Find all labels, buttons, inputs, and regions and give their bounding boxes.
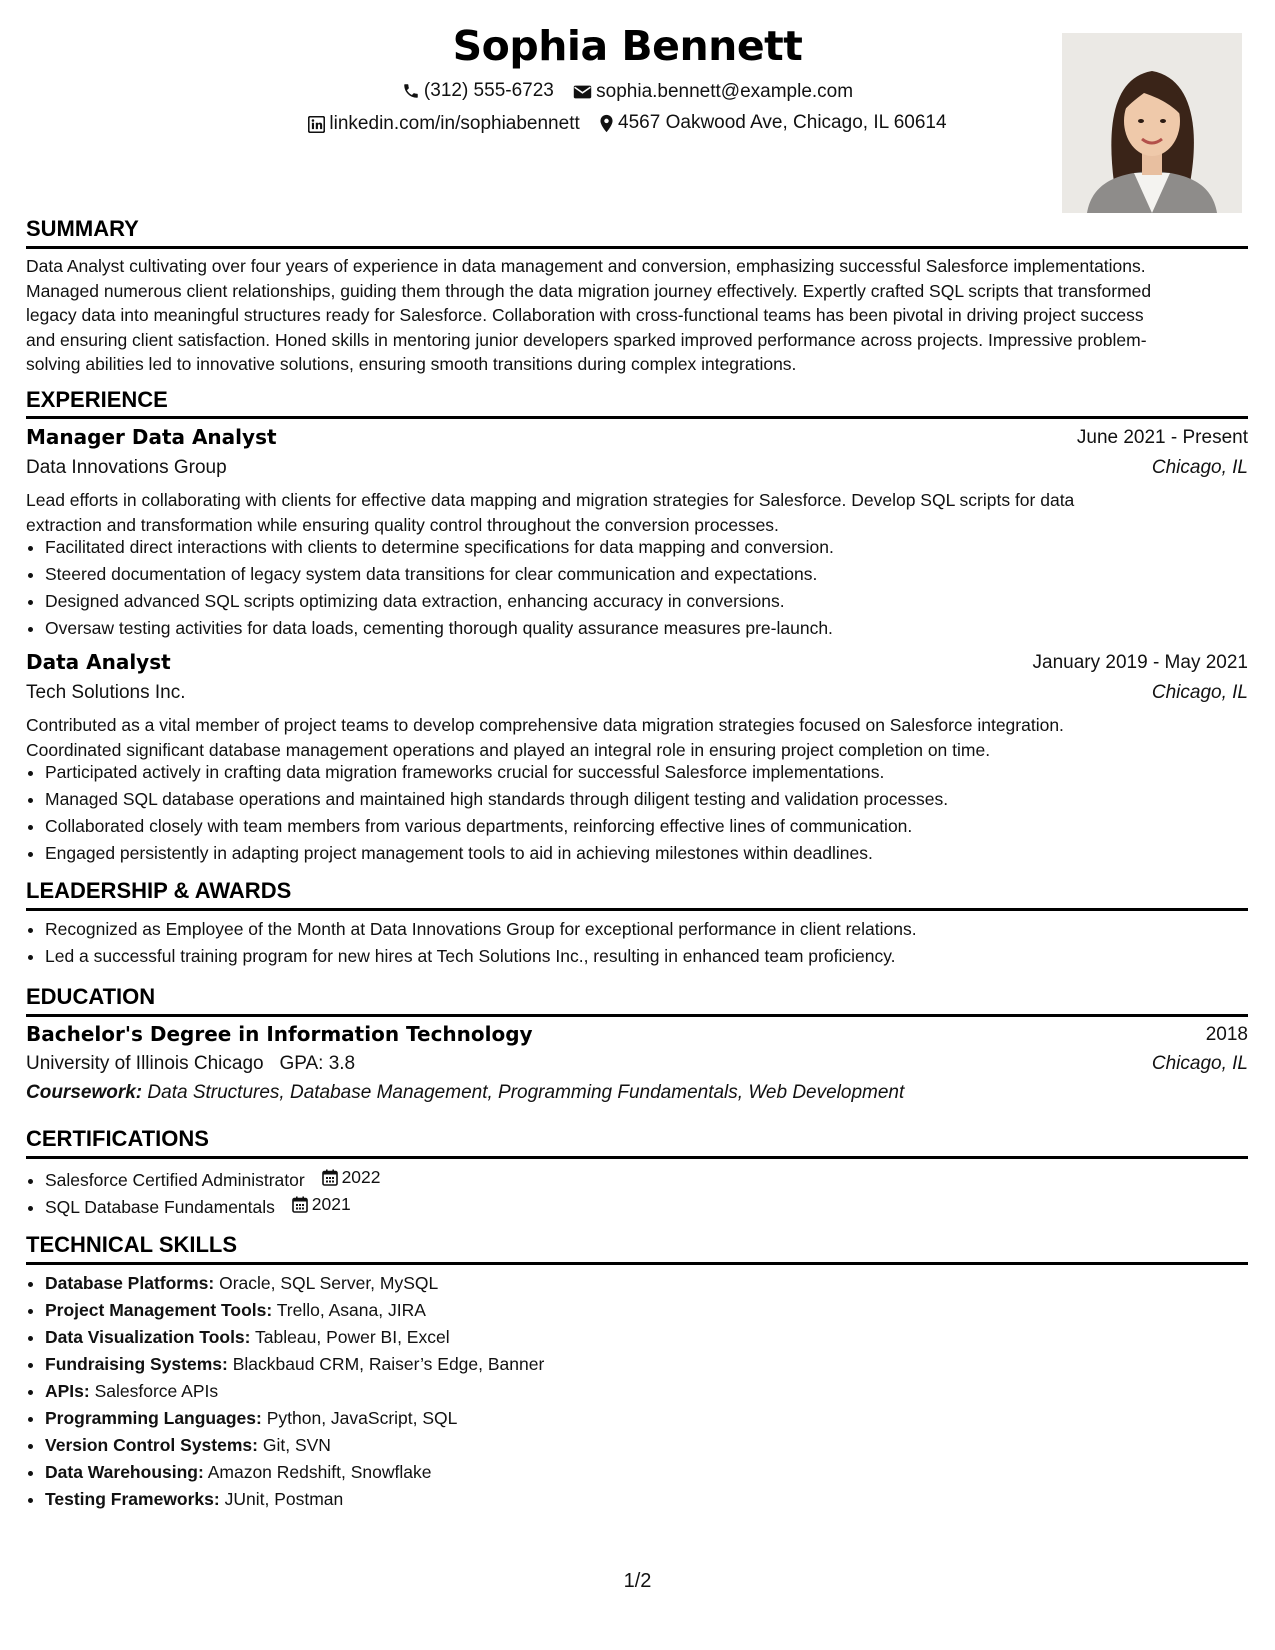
section-divider	[26, 246, 1248, 249]
skill-value: Salesforce APIs	[94, 1381, 219, 1401]
description-line: extraction and transformation while ensuring quality control throughout the conversion processes.	[26, 514, 779, 535]
skill-item	[45, 1297, 1267, 1324]
school-name: University of Illinois Chicago	[26, 1053, 264, 1074]
list-item: • Designed advanced SQL scripts optimizing data extraction, enhancing accuracy in conversions.	[45, 588, 1267, 615]
skill-item	[45, 1324, 1267, 1351]
skill-label: Programming Languages:	[45, 1408, 262, 1428]
skills-heading: TECHNICAL SKILLS	[26, 1232, 238, 1257]
section-divider	[26, 1014, 1248, 1017]
job-location: Chicago, IL	[1151, 457, 1248, 478]
summary-line: solving abilities led to innovative solutions, ensuring smooth transitions during complex integrations.	[26, 354, 797, 374]
calendar-icon	[322, 1169, 338, 1186]
envelope-icon	[573, 84, 592, 100]
job-location: Chicago, IL	[1151, 682, 1248, 703]
job-title: Data Analyst	[26, 650, 171, 674]
list-item: • Recognized as Employee of the Month at Data Innovations Group for exceptional performance in client relations.	[45, 916, 1267, 943]
certifications-list	[26, 1164, 1267, 1218]
job-description	[26, 713, 1248, 762]
skill-label: Fundraising Systems:	[45, 1354, 228, 1374]
skill-value: Blackbaud CRM, Raiser’s Edge, Banner	[232, 1354, 545, 1374]
coursework-text: Data Structures, Database Management, Programming Fundamentals, Web Development	[147, 1082, 905, 1103]
leadership-list	[26, 916, 1267, 970]
school-line	[26, 1053, 355, 1075]
summary-line: Managed numerous client relationships, guiding them through the data migration journey effectively. Expertly crafted SQL scripts that transformed	[26, 280, 1152, 301]
list-item: • Facilitated direct interactions with clients to determine specifications for data mapping and conversion.	[45, 534, 1267, 561]
section-divider	[26, 908, 1248, 911]
cert-date	[292, 1191, 351, 1218]
summary-line: and ensuring client satisfaction. Honed skills in mentoring junior developers sparked improved performance across projects. Impressive problem-	[26, 329, 1147, 350]
degree-title: Bachelor's Degree in Information Technology	[26, 1022, 533, 1046]
skill-label: Project Management Tools:	[45, 1300, 273, 1320]
list-item: • Participated actively in crafting data migration frameworks crucial for successful Salesforce implementations.	[45, 759, 1267, 786]
linkedin-item[interactable]	[308, 113, 579, 135]
description-line: Lead efforts in collaborating with clients for effective data mapping and migration strategies for Salesforce. Develop SQL scripts for data	[26, 490, 1075, 510]
summary-text	[26, 254, 1248, 377]
address-item	[599, 112, 947, 134]
cert-date	[322, 1164, 381, 1191]
section-divider	[26, 416, 1248, 419]
skill-label: Data Warehousing:	[45, 1462, 204, 1482]
skill-value: Tableau, Power BI, Excel	[255, 1327, 450, 1347]
experience-heading: EXPERIENCE	[26, 387, 168, 412]
list-item: • Collaborated closely with team members from various departments, reinforcing effective lines of communication.	[45, 813, 1267, 840]
description-line: Contributed as a vital member of project teams to develop comprehensive data migration strategies focused on Salesforce integration.	[26, 715, 1064, 735]
address-text: 4567 Oakwood Ave, Chicago, IL 60614	[618, 112, 947, 133]
school-location: Chicago, IL	[1151, 1053, 1248, 1074]
email-item[interactable]	[573, 81, 853, 103]
company-name: Tech Solutions Inc.	[26, 682, 186, 703]
job-description	[26, 488, 1248, 537]
skill-item	[45, 1432, 1267, 1459]
list-item	[45, 1191, 1267, 1218]
phone-icon	[402, 82, 420, 100]
list-item: • Steered documentation of legacy system data transitions for clear communication and expectations.	[45, 561, 1267, 588]
job-dates: June 2021 - Present	[1076, 427, 1248, 448]
job-bullets	[26, 534, 1267, 642]
description-line: Coordinated significant database management operations and played an integral role in ensuring project completion on time.	[26, 739, 991, 760]
summary-line: legacy data into meaningful structures ready for Salesforce. Collaboration with cross-functional teams has been pivotal in driving project success	[26, 305, 1144, 325]
certifications-heading: CERTIFICATIONS	[26, 1126, 209, 1151]
skill-item	[45, 1351, 1267, 1378]
cert-year: 2021	[311, 1194, 351, 1214]
skill-value: Oracle, SQL Server, MySQL	[219, 1273, 439, 1293]
summary-line: Data Analyst cultivating over four years of experience in data management and conversion, emphasizing successful Salesforce implementations.	[26, 256, 1146, 276]
summary-heading: SUMMARY	[26, 216, 139, 241]
cert-year: 2022	[341, 1167, 381, 1187]
profile-photo	[1062, 33, 1242, 213]
list-item	[45, 1164, 1267, 1191]
skill-label: Testing Frameworks:	[45, 1489, 220, 1509]
skill-label: APIs:	[45, 1381, 90, 1401]
phone-text: (312) 555-6723	[423, 80, 554, 101]
email-text: sophia.bennett@example.com	[596, 81, 854, 102]
skill-item	[45, 1486, 1267, 1513]
skill-item	[45, 1405, 1267, 1432]
coursework-line	[26, 1082, 904, 1104]
candidate-name: Sophia Bennett	[452, 22, 803, 70]
company-name: Data Innovations Group	[26, 457, 227, 478]
list-item: • Engaged persistently in adapting project management tools to aid in achieving milestones within deadlines.	[45, 840, 1267, 867]
coursework-label: Coursework:	[26, 1082, 143, 1103]
leadership-heading: LEADERSHIP & AWARDS	[26, 878, 292, 903]
linkedin-icon	[308, 116, 325, 133]
skill-item	[45, 1378, 1267, 1405]
skill-label: Data Visualization Tools:	[45, 1327, 251, 1347]
skill-value: JUnit, Postman	[224, 1489, 344, 1509]
skill-label: Version Control Systems:	[45, 1435, 258, 1455]
job-dates: January 2019 - May 2021	[1032, 652, 1248, 673]
cert-name: Salesforce Certified Administrator	[45, 1170, 305, 1190]
gpa-text: GPA: 3.8	[279, 1053, 356, 1074]
skill-item	[45, 1270, 1267, 1297]
skill-value: Amazon Redshift, Snowflake	[207, 1462, 432, 1482]
skills-list	[26, 1270, 1267, 1513]
list-item: • Led a successful training program for new hires at Tech Solutions Inc., resulting in enhanced team proficiency.	[45, 943, 1267, 970]
skill-item	[45, 1459, 1267, 1486]
list-item: • Managed SQL database operations and maintained high standards through diligent testing and validation processes.	[45, 786, 1267, 813]
graduation-year: 2018	[1205, 1024, 1248, 1045]
section-divider	[26, 1262, 1248, 1265]
page-number: 1/2	[623, 1570, 652, 1592]
education-heading: EDUCATION	[26, 984, 156, 1009]
phone-item	[402, 80, 554, 102]
skill-value: Python, JavaScript, SQL	[266, 1408, 458, 1428]
cert-name: SQL Database Fundamentals	[45, 1197, 275, 1217]
job-bullets	[26, 759, 1267, 867]
map-pin-icon	[599, 114, 614, 133]
portrait-image	[1062, 33, 1242, 213]
skill-label: Database Platforms:	[45, 1273, 215, 1293]
linkedin-text: linkedin.com/in/sophiabennett	[329, 113, 580, 134]
job-title: Manager Data Analyst	[26, 425, 277, 449]
skill-value: Git, SVN	[262, 1435, 331, 1455]
skill-value: Trello, Asana, JIRA	[276, 1300, 426, 1320]
list-item: • Oversaw testing activities for data loads, cementing thorough quality assurance measures pre-launch.	[45, 615, 1267, 642]
calendar-icon	[292, 1196, 308, 1213]
section-divider	[26, 1156, 1248, 1159]
